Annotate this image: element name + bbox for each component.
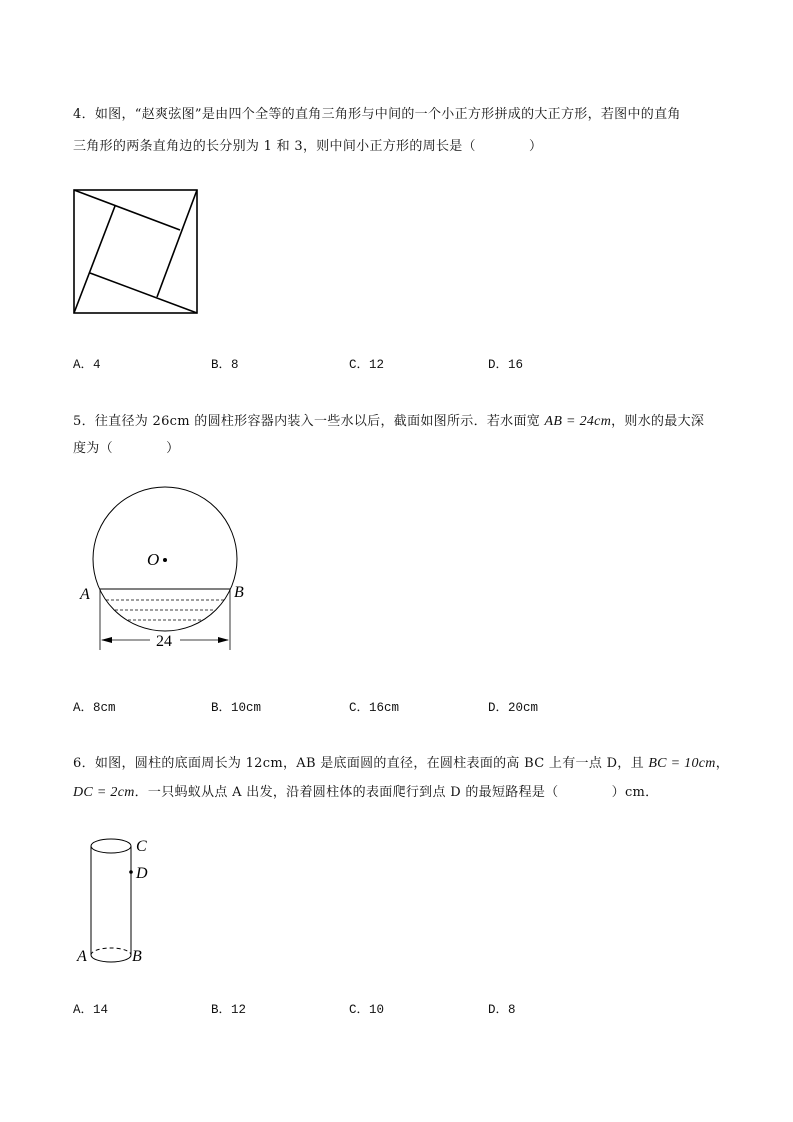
q6-math-dc: DC = 2cm [73, 785, 135, 800]
q6-text-a: 6．如图，圆柱的底面周长为 12cm，AB 是底面圆的直径，在圆柱表面的高 BC 上有一点 D，且 [73, 756, 649, 771]
q5-math-ab: AB = 24cm [544, 414, 612, 429]
q6-option-a: A．14 [73, 1003, 109, 1017]
cylinder-figure [70, 830, 170, 970]
label-b: B [132, 948, 142, 965]
q5-option-c: C．16cm [349, 701, 400, 715]
circle-water-figure [70, 475, 260, 660]
center-point [163, 558, 167, 562]
q6-text-c: ．一只蚂蚁从点 A 出发，沿着圆柱体的表面爬行到点 D 的最短路程是（ ）cm． [134, 785, 659, 800]
arrow-left-icon [101, 637, 112, 643]
q6-math-bc: BC = 10cm [648, 756, 716, 771]
q5-option-a: A．8cm [73, 701, 116, 715]
q6-text-line2 [73, 781, 658, 801]
q6-option-b: B．12 [211, 1003, 247, 1017]
q5-option-b: B．10cm [211, 701, 262, 715]
label-a: A [77, 948, 87, 965]
zhao-shuang-figure [60, 180, 220, 325]
q4-text-line2: 三角形的两条直角边的长分别为 1 和 3，则中间小正方形的周长是（ ） [73, 139, 543, 154]
q6-option-d: D．8 [488, 1003, 516, 1017]
q5-option-d: D．20cm [488, 701, 539, 715]
q4-option-c: C．12 [349, 358, 385, 372]
q5-text-line2: 度为（ ） [73, 441, 180, 456]
q5-text-a: 5．往直径为 26cm 的圆柱形容器内装入一些水以后，截面如图所示．若水面宽 [73, 414, 545, 429]
label-a: A [80, 586, 90, 603]
q5-text-b: ，则水的最大深 [611, 414, 705, 429]
q6-option-c: C．10 [349, 1003, 385, 1017]
label-o: O [147, 550, 160, 569]
q6-text-b: ， [715, 756, 730, 771]
q6-text-line1 [73, 752, 729, 772]
point-d [129, 870, 133, 874]
q4-option-d: D．16 [488, 358, 524, 372]
q5-text-line1 [73, 410, 704, 430]
label-c: C [136, 838, 147, 855]
q4-option-a: A．4 [73, 358, 101, 372]
label-24: 24 [156, 633, 172, 650]
label-b: B [234, 584, 244, 601]
q4-option-b: B．8 [211, 358, 239, 372]
label-d: D [136, 865, 148, 882]
arrow-right-icon [218, 637, 229, 643]
q4-text-line1: 4．如图，“赵爽弦图”是由四个全等的直角三角形与中间的一个小正方形拼成的大正方形，若图中的直角 [73, 107, 681, 122]
